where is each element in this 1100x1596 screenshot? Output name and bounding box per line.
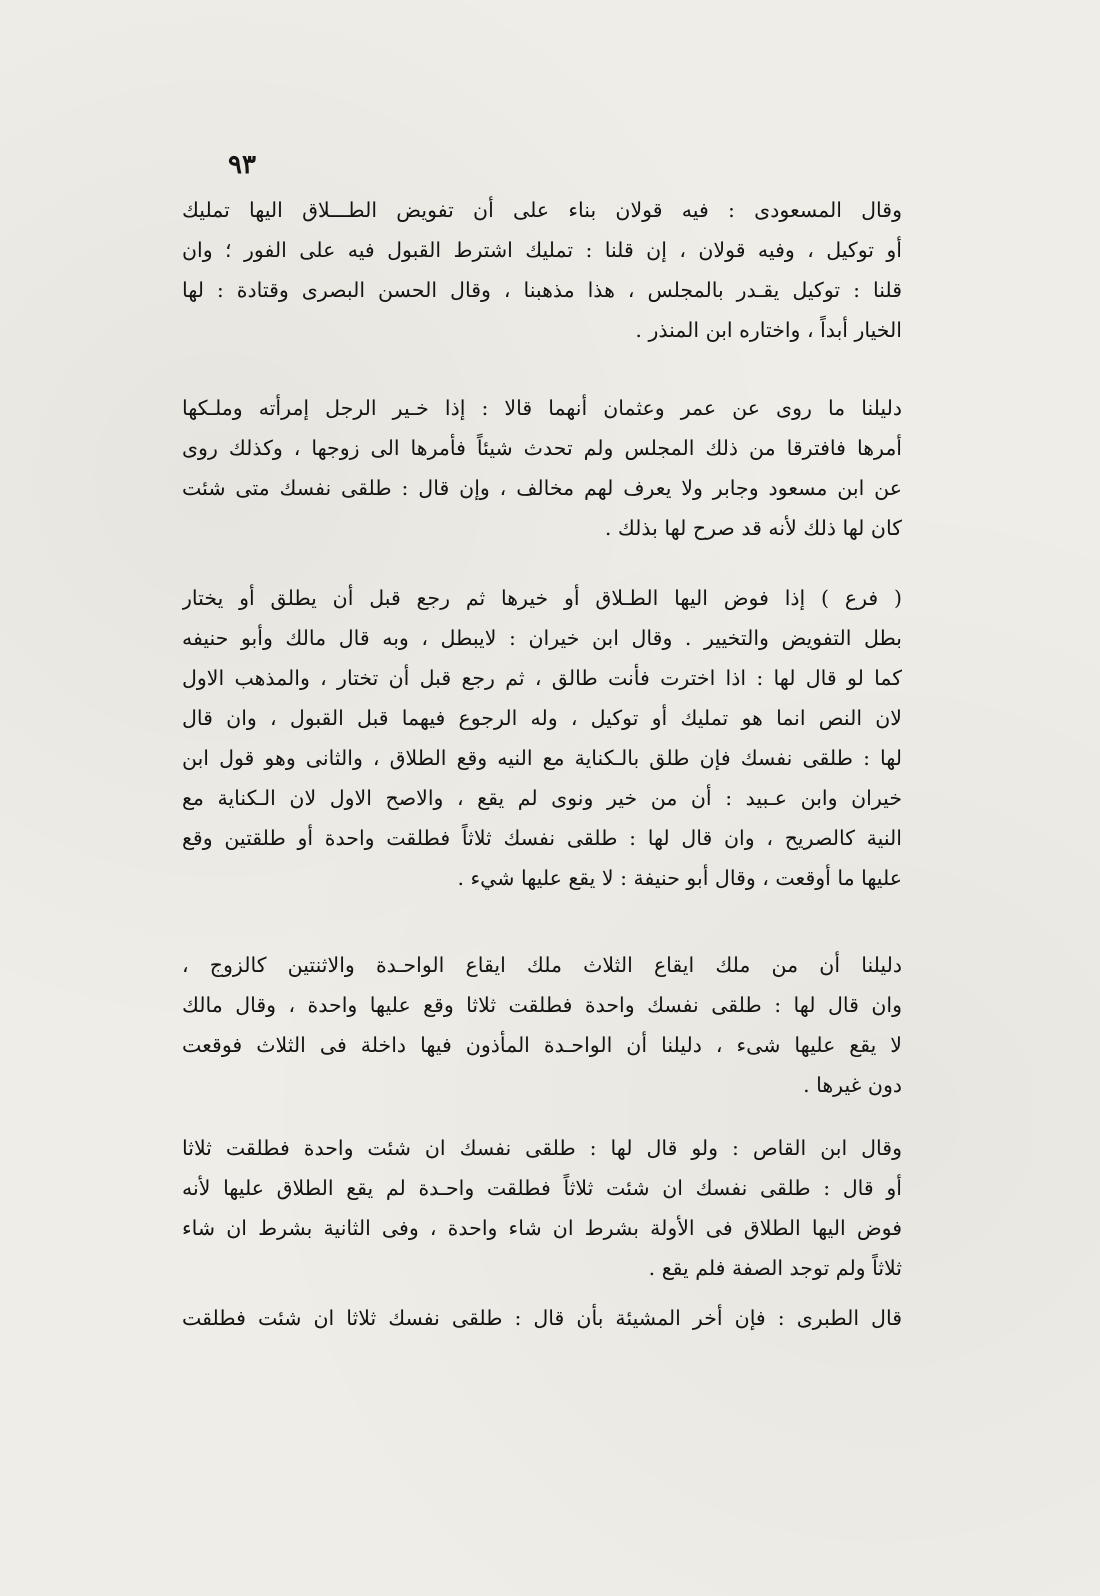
text-line: ( فرع ) إذا فوض اليها الطـلاق أو خيرها ثم رجع قبل أن يطلق أو يختار [182,586,902,610]
text-line: قال الطبرى : فإن أخر المشيئة بأن قال : طلقى نفسك ثلاثا ان شئت فطلقت [182,1306,902,1330]
text-line: الخيار أبداً ، واختاره ابن المنذر . [635,318,902,342]
paragraph-6 [182,1298,902,1338]
text-line: أمرها فافترقا من ذلك المجلس ولم تحدث شيئاً فأمرها الى زوجها ، وكذلك روى [182,436,902,460]
paragraph-4 [182,945,902,1105]
text-line: أو قال : طلقى نفسك ان شئت ثلاثاً فطلقت واحـدة لم يقع الطلاق عليها لأنه [182,1176,902,1200]
text-line: قلنا : توكيل يقـدر بالمجلس ، هذا مذهبنا ، وقال الحسن البصرى وقتادة : لها [182,278,902,302]
text-line: لا يقع عليها شىء ، دليلنا أن الواحـدة المأذون فيها داخلة فى الثلاث فوقعت [182,1033,902,1057]
text-line: لها : طلقى نفسك فإن طلق بالـكناية مع النيه وقع الطلاق ، والثانى وهو قول ابن [182,746,902,770]
paragraph-5 [182,1128,902,1288]
paragraph-2 [182,388,902,548]
text-line: وقال المسعودى : فيه قولان بناء على أن تفويض الطـــلاق اليها تمليك [182,198,902,222]
text-line: فوض اليها الطلاق فى الأولة بشرط ان شاء واحدة ، وفى الثانية بشرط ان شاء [182,1216,902,1240]
text-line: دون غيرها . [803,1073,902,1097]
text-line: دليلنا أن من ملك ايقاع الثلاث ملك ايقاع الواحـدة والاثنتين كالزوج ، [182,953,902,977]
page-number: ٩٣ [228,150,256,180]
text-line: بطل التفويض والتخيير . وقال ابن خيران : لايبطل ، وبه قال مالك وأبو حنيفه [182,626,902,650]
paragraph-3 [182,578,902,898]
text-line: ثلاثاً ولم توجد الصفة فلم يقع . [648,1256,902,1280]
text-line: النية كالصريح ، وان قال لها : طلقى نفسك ثلاثاً فطلقت واحدة أو طلقتين وقع [182,826,902,850]
text-line: كان لها ذلك لأنه قد صرح لها بذلك . [604,516,902,540]
text-line: دليلنا ما روى عن عمر وعثمان أنهما قالا : إذا خـير الرجل إمرأته وملـكها [182,396,902,420]
text-line: عن ابن مسعود وجابر ولا يعرف لهم مخالف ، وإن قال : طلقى نفسك متى شئت [182,476,902,500]
text-line: عليها ما أوقعت ، وقال أبو حنيفة : لا يقع عليها شيء . [457,866,902,890]
text-line: خيران وابن عـبيد : أن من خير ونوى لم يقع ، والاصح الاول لان الـكناية مع [182,786,902,810]
text-line: أو توكيل ، وفيه قولان ، إن قلنا : تمليك اشترط القبول فيه على الفور ؛ وان [182,238,902,262]
text-line: وان قال لها : طلقى نفسك واحدة فطلقت ثلاثا وقع عليها واحدة ، وقال مالك [182,993,902,1017]
text-line: لان النص انما هو تمليك أو توكيل ، وله الرجوع فيهما قبل القبول ، وان قال [182,706,902,730]
text-line: وقال ابن القاص : ولو قال لها : طلقى نفسك ان شئت واحدة فطلقت ثلاثا [182,1136,902,1160]
paragraph-1 [182,190,902,350]
text-line: كما لو قال لها : اذا اخترت فأنت طالق ، ثم رجع قبل أن تختار ، والمذهب الاول [182,666,902,690]
